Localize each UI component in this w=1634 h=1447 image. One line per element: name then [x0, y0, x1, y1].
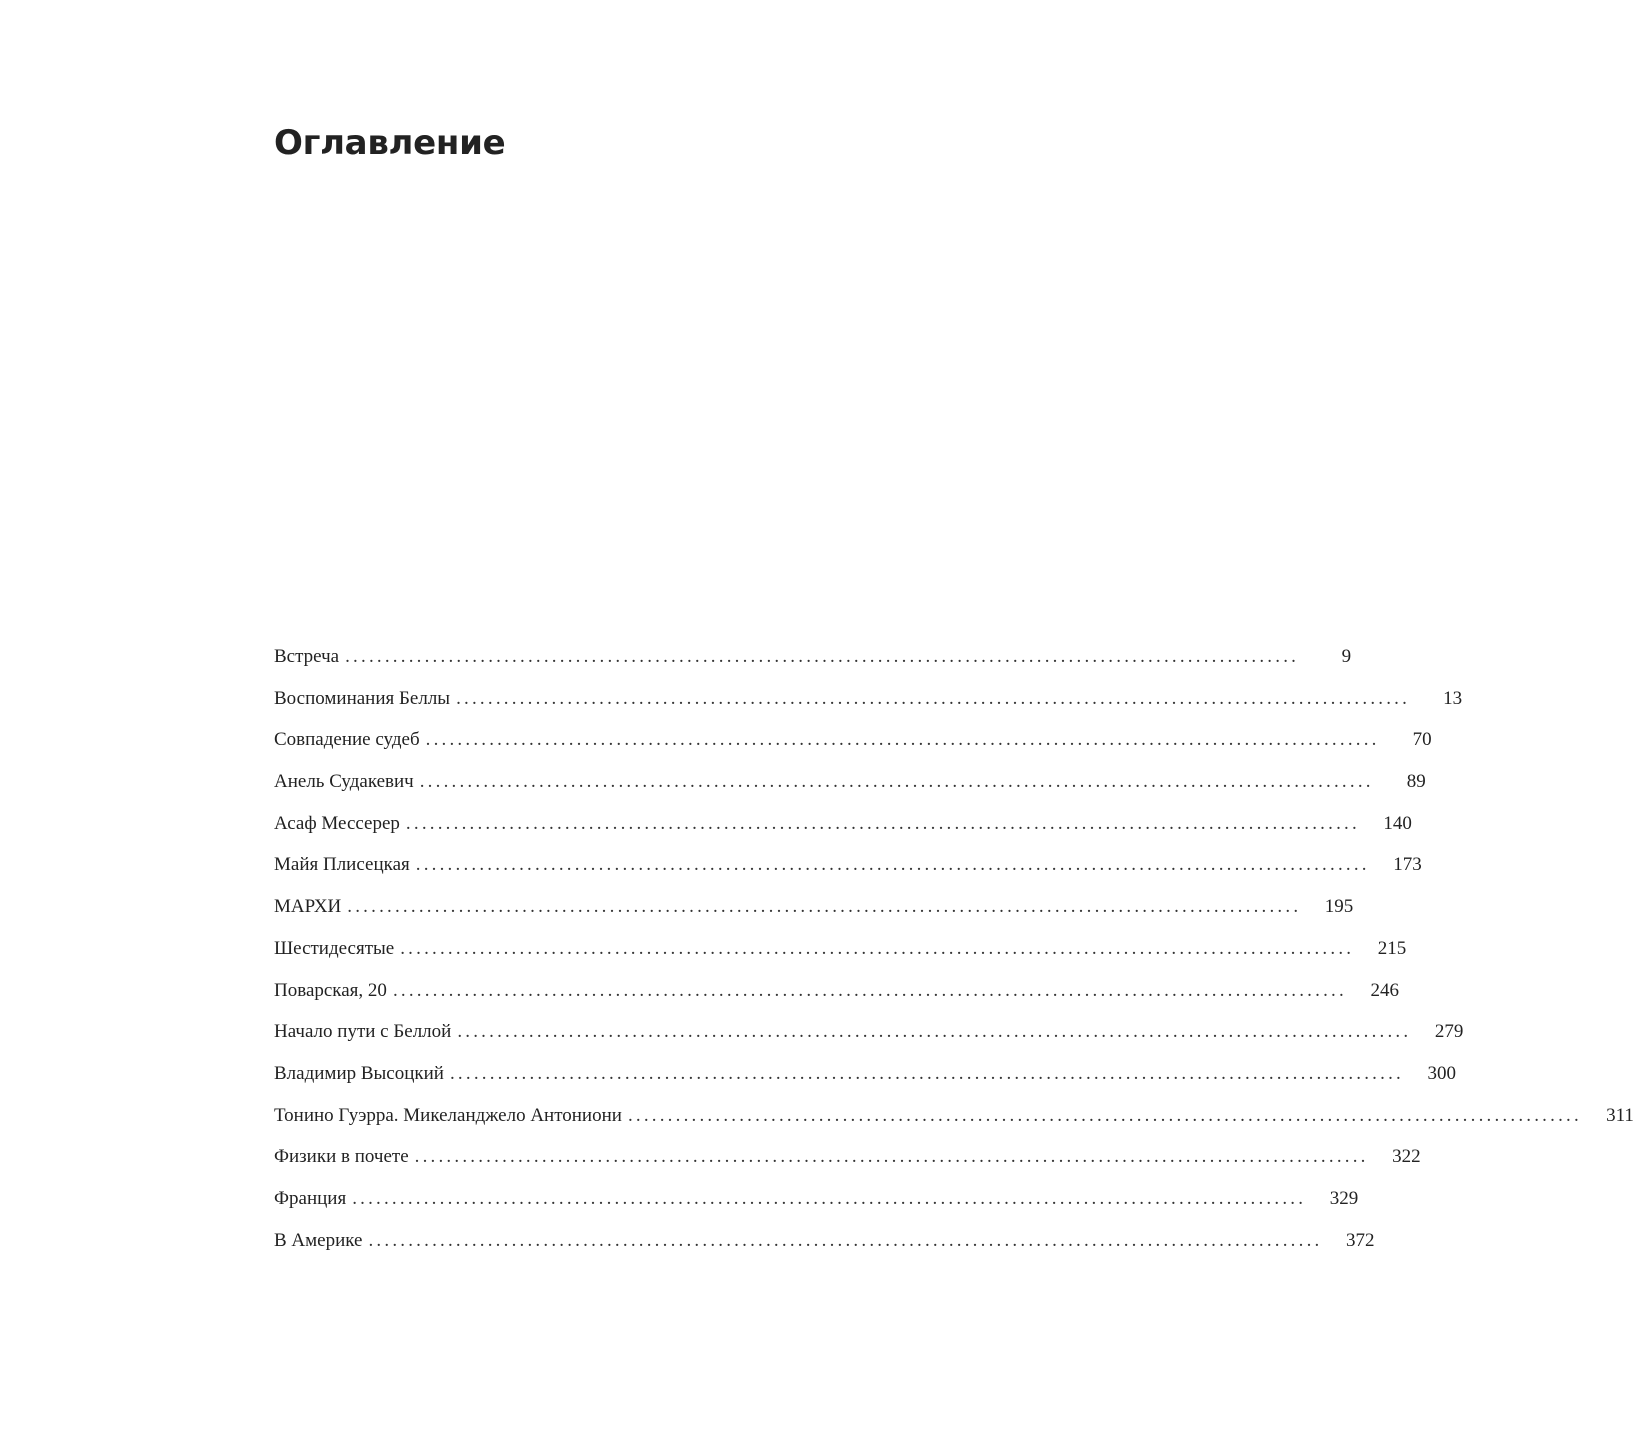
toc-entry-title: Асаф Мессерер [274, 812, 400, 834]
toc-entry-page: 246 [1370, 979, 1399, 1001]
toc-dot-leader: ........................................................................................................................ [627, 1104, 1582, 1126]
toc-entry-title: Поварская, 20 [274, 979, 387, 1001]
toc-entry-title: Встреча [274, 646, 340, 667]
toc-dot-leader: ........................................................................................................................ [405, 812, 1360, 834]
toc-entry-page: 300 [1427, 1062, 1456, 1084]
toc-entry[interactable] [274, 636, 1352, 678]
toc-entry-page: 279 [1434, 1021, 1464, 1043]
toc-entry[interactable] [274, 844, 1422, 886]
toc-dot-leader: ........................................................................................................................ [457, 1021, 1412, 1043]
toc-entry-page: 329 [1329, 1187, 1359, 1209]
toc-dot-leader: ........................................................................................................................ [392, 979, 1347, 1001]
toc-entry-title: Анель Судакевич [274, 771, 414, 793]
toc-entry[interactable] [274, 719, 1432, 761]
toc-entry-page: 215 [1377, 937, 1407, 959]
toc-entry-page: 89 [1406, 771, 1426, 793]
toc-dot-leader: ........................................................................................................................ [425, 729, 1380, 751]
page-title: Оглавление [274, 123, 506, 163]
toc-entry[interactable] [274, 1220, 1375, 1262]
toc-entry-page: 140 [1383, 812, 1412, 834]
toc-entry-page: 195 [1324, 896, 1354, 918]
toc-entry-title: Воспоминания Беллы [274, 687, 451, 709]
toc-dot-leader: ........................................................................................................................ [352, 1187, 1307, 1209]
toc-entry-title: Шестидесятые [274, 937, 395, 959]
toc-entry-page: 13 [1443, 687, 1463, 709]
toc-entry[interactable] [274, 1011, 1464, 1053]
table-of-contents [274, 636, 1634, 1261]
toc-entry-title: Совпадение судеб [274, 729, 420, 751]
toc-entry-title: Физики в почете [274, 1146, 409, 1168]
toc-dot-leader: ........................................................................................................................ [415, 854, 1370, 876]
toc-entry[interactable] [274, 970, 1399, 1012]
toc-entry[interactable] [274, 928, 1407, 970]
toc-entry[interactable] [274, 886, 1354, 928]
toc-entry-title: Майя Плисецкая [274, 854, 410, 876]
toc-dot-leader: ........................................................................................................................ [347, 896, 1302, 918]
toc-entry-page: 9 [1341, 646, 1352, 667]
toc-dot-leader: ........................................................................................................................ [456, 687, 1411, 709]
toc-entry[interactable] [274, 1136, 1421, 1178]
toc-dot-leader: ........................................................................................................................ [419, 771, 1374, 793]
toc-dot-leader: ........................................................................................................................ [449, 1062, 1404, 1084]
toc-entry-title: Владимир Высоцкий [274, 1062, 444, 1084]
toc-entry-title: Начало пути с Беллой [274, 1021, 452, 1043]
toc-entry[interactable] [274, 1095, 1634, 1137]
toc-entry-page: 173 [1393, 854, 1422, 876]
toc-entry-page: 311 [1606, 1104, 1634, 1126]
toc-entry-title: МАРХИ [274, 896, 342, 918]
toc-entry[interactable] [274, 1178, 1359, 1220]
toc-dot-leader: ........................................................................................................................ [368, 1229, 1323, 1251]
toc-entry-title: В Америке [274, 1229, 363, 1251]
toc-dot-leader: ........................................................................................................................ [414, 1146, 1369, 1168]
toc-entry[interactable] [274, 678, 1463, 720]
toc-entry-title: Тонино Гуэрра. Микеланджело Антониони [274, 1104, 622, 1126]
toc-entry[interactable] [274, 761, 1426, 803]
toc-dot-leader: ........................................................................................................................ [345, 646, 1300, 667]
toc-entry-page: 372 [1345, 1229, 1375, 1251]
toc-entry-page: 70 [1412, 729, 1432, 751]
toc-entry-page: 322 [1392, 1146, 1421, 1168]
toc-entry[interactable] [274, 1053, 1456, 1095]
toc-entry[interactable] [274, 803, 1412, 845]
toc-dot-leader: ........................................................................................................................ [400, 937, 1355, 959]
toc-entry-title: Франция [274, 1187, 347, 1209]
